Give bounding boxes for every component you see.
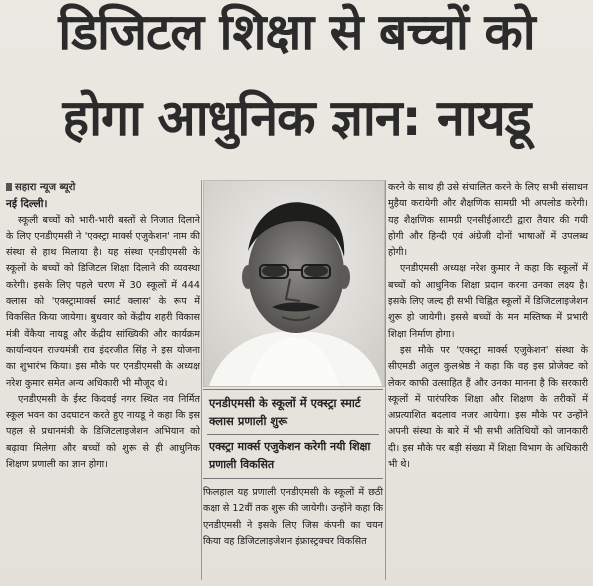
headline-line-1: डिजिटल शिक्षा से बच्चों को — [58, 3, 535, 61]
article-column-1 — [6, 180, 200, 473]
caption-primary: एनडीएमसी के स्कूलों में एक्स्ट्रा स्मार्ट क्लास प्रणाली शुरू — [209, 396, 361, 428]
byline-marker-icon — [6, 183, 12, 191]
caption-box — [203, 389, 383, 479]
dateline: नई दिल्ली। — [6, 198, 48, 211]
col3-paragraph-1: करने के साथ ही उसे संचालित करने के लिए सभी संसाधन मुहैया करायेगी और शैक्षणिक सामग्री भी अपलोड करेगी। यह शैक्षणिक सामग्री एनसीईआरटी द्वारा तैयार की गयी होगी और हिन्दी एवं अंग्रेजी दोनों भाषाओं में उपलब्ध होगी। — [388, 182, 588, 259]
article-column-2 — [203, 485, 383, 550]
col3-paragraph-3: इस मौके पर 'एक्स्ट्रा मार्क्स एजुकेशन' संस्था के सीएमडी अतुल कुलश्रेष्ठ ने कहा कि वह इस प्रोजेक्ट को लेकर काफी उत्साहित हैं और उनका मानना है कि सरकारी स्कूलों में पारंपरिक शिक्षा और शिक्षण के तरीकों में अप्रत्याशित बदलाव नजर आयेगा। इस मौके पर उन्होंने अपनी संस्था के बारे में भी सभी अतिथियों को जानकारी दी। इस मौके पर बड़ी संख्या में शिक्षा विभाग के अधिकारी भी थे। — [388, 344, 588, 471]
column-divider — [385, 180, 386, 580]
col3-paragraph-2: एनडीएमसी अध्यक्ष नरेश कुमार ने कहा कि स्कूलों में बच्चों को आधुनिक शिक्षा प्रदान करना उनका लक्ष्य है। इसके लिए जल्द ही सभी चिह्नित स्कूलों में डिजिटलाइजेशन शुरू हो जायेगी। इससे बच्चों के मन मस्तिष्क में प्रभारी शिक्षा निर्माण होगा। — [388, 263, 588, 340]
caption-secondary: एक्स्ट्रा मार्क्स एजुकेशन करेगी नयी शिक्षा प्रणाली विकसित — [209, 440, 371, 471]
col1-paragraph-2: एनडीएमसी के ईस्ट किदवई नगर स्थित नव निर्मित स्कूल भवन का उदघाटन करते हुए नायडू ने कहा कि इस पहल से प्रधानमंत्री के डिजिटलाइजेशन अभियान को बढ़ावा मिलेगा और बच्चों को शुरू से ही आधुनिक शिक्षण प्रणाली का ज्ञान होगा। — [6, 393, 200, 471]
headline-line-2: होगा आधुनिक ज्ञान: नायडू — [62, 89, 531, 147]
byline-text: सहारा न्यूज ब्यूरो — [15, 182, 76, 193]
column-divider — [201, 180, 202, 580]
caption-divider — [207, 434, 379, 435]
article-column-3 — [388, 180, 588, 473]
portrait-image — [204, 181, 384, 386]
faded-background-print — [150, 64, 450, 86]
col2-paragraph-1: फिलहाल यह प्रणाली एनडीएमसी के स्कूलों में छठी कक्षा से 12वीं तक शुरू की जायेगी। उन्होंने कहा कि एनडीएमसी ने इसके लिए जिस कंपनी का चयन किया वह डिजिटलाइजेशन इंफ्रास्ट्रक्चर विकसित — [203, 487, 383, 547]
photo-venkaiah-naidu — [203, 180, 385, 387]
byline — [6, 180, 200, 196]
col1-paragraph-1: स्कूली बच्चों को भारी-भारी बस्तों से निजात दिलाने के लिए एनडीएमसी ने 'एक्स्ट्रा मार्क्स एजुकेशन' नाम की संस्था से हाथ मिलाया है। यह संस्था एनडीएमसी के स्कूलों के बच्चों को डिजिटल शिक्षा दिलाने की व्यवस्था करेगी। इसके लिए पहले चरण में 30 स्कूलों में 444 क्लास को 'एक्स्ट्रामार्क्स स्मार्ट क्लास' के रूप में विकसित किया जायेगा। बुधवार को केंद्रीय शहरी विकास मंत्री वेंकैया नायडू और केंद्रीय सांख्यिकी और कार्यक्रम कार्यान्वयन राज्यमंत्री राव इंदरजीत सिंह ने इस योजना का शुभारंभ किया। इस मौके पर एनडीएमसी के अध्यक्ष नरेश कुमार समेत अन्य अधिकारी भी मौजूद थे। — [6, 214, 200, 389]
